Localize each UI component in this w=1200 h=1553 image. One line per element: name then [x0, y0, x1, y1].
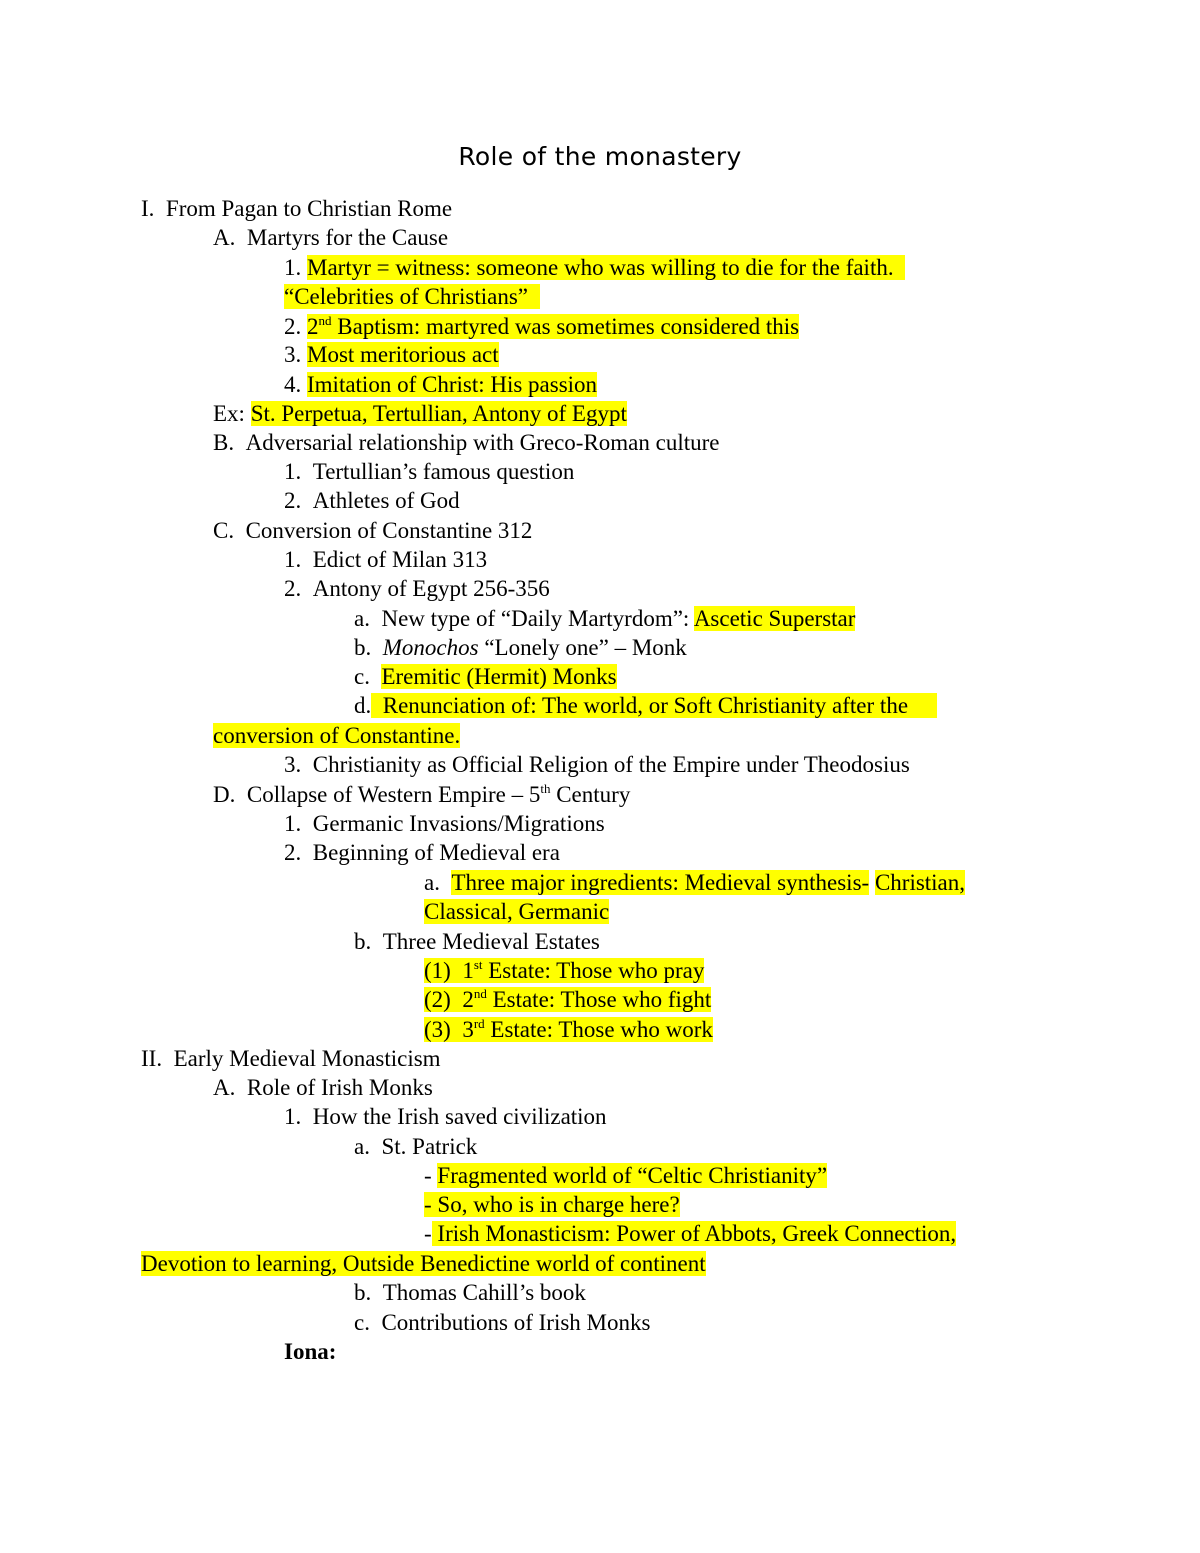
outline-text: From Pagan to Christian Rome [165, 196, 453, 221]
outline-IIA1b [354, 1278, 586, 1307]
outline-num: D. [213, 782, 236, 807]
outline-ID2b [354, 927, 600, 956]
outline-dash-3-cont [141, 1249, 706, 1278]
outline-IA3 [284, 340, 499, 369]
outline-num: b. [354, 635, 372, 660]
outline-IB1 [284, 457, 574, 486]
outline-num: II. [141, 1046, 163, 1071]
outline-num: d. [354, 693, 372, 718]
outline-IIA1a [354, 1132, 477, 1161]
outline-IA [213, 223, 448, 252]
outline-example [213, 399, 627, 428]
ordinal-number: 1 [462, 958, 474, 983]
highlighted-text: Estate: Those who pray [482, 958, 705, 983]
outline-ID [213, 780, 630, 809]
outline-IC3 [284, 750, 910, 779]
outline-IA4 [284, 370, 597, 399]
outline-ID2 [284, 838, 560, 867]
italic-term: Monochos [382, 635, 479, 660]
example-label: Ex: [213, 401, 245, 426]
ordinal-number: 2 [462, 987, 474, 1012]
ordinal-number: 3 [462, 1017, 474, 1042]
outline-IIA1c [354, 1308, 650, 1337]
outline-num: 1. [284, 1104, 302, 1129]
outline-II [141, 1044, 441, 1073]
highlighted-text: Renunciation of: The world, or Soft Christianity after the [382, 693, 909, 718]
outline-IA2 [284, 312, 799, 341]
outline-IC2a [354, 604, 855, 633]
outline-estate-3 [424, 1015, 713, 1044]
outline-num: 2. [284, 576, 302, 601]
highlighted-text: Baptism: martyred was sometimes considered this [331, 314, 800, 339]
highlighted-text: Three major ingredients: Medieval synthesis- [451, 870, 870, 895]
outline-ID1 [284, 809, 605, 838]
outline-num: b. [354, 1280, 372, 1305]
outline-text: Athletes of God [312, 488, 460, 513]
outline-num: 2. [284, 840, 302, 865]
ordinal-suffix: rd [473, 1016, 485, 1031]
outline-num: b. [354, 929, 372, 954]
highlighted-text: So, who is in charge here? [437, 1192, 680, 1217]
outline-IA1 [284, 253, 905, 282]
outline-text: St. Patrick [381, 1134, 478, 1159]
outline-text: Contributions of Irish Monks [381, 1310, 651, 1335]
outline-num: 4. [284, 372, 302, 397]
outline-ID2a [424, 868, 965, 897]
outline-text: Thomas Cahill’s book [382, 1280, 586, 1305]
highlighted-text: Imitation of Christ: His passion [307, 372, 598, 397]
highlighted-text: Devotion to learning, Outside Benedictine world of continent [141, 1251, 706, 1276]
highlighted-text: Classical, Germanic [424, 899, 610, 924]
outline-IIA [213, 1073, 433, 1102]
outline-num: 1. [284, 255, 302, 280]
outline-num: A. [213, 1075, 236, 1100]
outline-num: c. [354, 1310, 370, 1335]
highlighted-text: Eremitic (Hermit) Monks [381, 664, 617, 689]
highlighted-text: Martyr = witness: someone who was willing to die for the faith. [307, 255, 894, 280]
outline-text: How the Irish saved civilization [312, 1104, 607, 1129]
highlighted-text: “Celebrities of Christians” [284, 284, 528, 309]
outline-text: Christianity as Official Religion of the Empire under Theodosius [312, 752, 910, 777]
outline-num: (2) [424, 987, 451, 1012]
outline-text: Century [550, 782, 631, 807]
outline-num: 3. [284, 342, 302, 367]
outline-num: a. [354, 606, 370, 631]
outline-IC2 [284, 574, 550, 603]
outline-num: 1. [284, 547, 302, 572]
outline-num: C. [213, 518, 235, 543]
outline-IA1-cont [284, 282, 540, 311]
outline-num: c. [354, 664, 370, 689]
ordinal-number: 2 [307, 314, 319, 339]
outline-text: New type of “Daily Martyrdom”: [381, 606, 694, 631]
outline-text: Beginning of Medieval era [312, 840, 560, 865]
dash-bullet: - [424, 1192, 432, 1217]
outline-estate-2 [424, 985, 711, 1014]
iona-heading: Iona: [284, 1339, 337, 1364]
outline-IC1 [284, 545, 487, 574]
outline-ID2a-cont [424, 897, 609, 926]
outline-num: 2. [284, 314, 302, 339]
outline-num: I. [141, 196, 155, 221]
ordinal-suffix: th [540, 781, 551, 796]
highlighted-text: Irish Monasticism: Power of Abbots, Greek Connection, [431, 1221, 957, 1246]
outline-num: A. [213, 225, 236, 250]
outline-I [141, 194, 452, 223]
outline-text: Adversarial relationship with Greco-Roman culture [245, 430, 720, 455]
outline-IC2b [354, 633, 687, 662]
outline-dash-1 [424, 1161, 827, 1190]
outline-IC2d [354, 691, 937, 720]
outline-num: 1. [284, 811, 302, 836]
outline-dash-3 [424, 1219, 956, 1248]
outline-text: Role of Irish Monks [246, 1075, 433, 1100]
outline-IC2c [354, 662, 617, 691]
ordinal-suffix: nd [473, 986, 487, 1001]
highlighted-text: Most meritorious act [307, 342, 499, 367]
ordinal-suffix: st [473, 957, 483, 972]
highlighted-text: Fragmented world of “Celtic Christianity” [437, 1163, 828, 1188]
outline-text: Three Medieval Estates [382, 929, 600, 954]
outline-IC [213, 516, 532, 545]
highlighted-text: Estate: Those who work [484, 1017, 713, 1042]
outline-text: Collapse of Western Empire – 5 [246, 782, 541, 807]
outline-IIA1 [284, 1102, 607, 1131]
outline-num: (1) [424, 958, 451, 983]
outline-text: Edict of Milan 313 [312, 547, 488, 572]
outline-num: a. [354, 1134, 370, 1159]
outline-IB2 [284, 486, 460, 515]
outline-num: (3) [424, 1017, 451, 1042]
dash-bullet: - [424, 1221, 432, 1246]
outline-text: Early Medieval Monasticism [173, 1046, 441, 1071]
ordinal-suffix: nd [318, 313, 332, 328]
outline-text: Antony of Egypt 256-356 [312, 576, 550, 601]
outline-text: Germanic Invasions/Migrations [312, 811, 605, 836]
outline-text: Conversion of Constantine 312 [245, 518, 533, 543]
outline-dash-2 [424, 1190, 680, 1219]
outline-num: 3. [284, 752, 302, 777]
highlighted-text: St. Perpetua, Tertullian, Antony of Egypt [250, 401, 627, 426]
outline-estate-1 [424, 956, 704, 985]
outline-num: B. [213, 430, 235, 455]
outline-num: a. [424, 870, 440, 895]
highlighted-text: Ascetic Superstar [693, 606, 856, 631]
highlighted-text: Christian, [874, 870, 966, 895]
outline-text: Tertullian’s famous question [312, 459, 575, 484]
highlighted-text: Estate: Those who fight [486, 987, 712, 1012]
page-title: Role of the monastery [458, 142, 742, 171]
highlighted-text: conversion of Constantine. [213, 723, 461, 748]
outline-IC2d-cont [213, 721, 460, 750]
outline-IB [213, 428, 720, 457]
outline-num: 1. [284, 459, 302, 484]
outline-text: Martyrs for the Cause [246, 225, 449, 250]
outline-text: “Lonely one” – Monk [478, 635, 687, 660]
outline-num: 2. [284, 488, 302, 513]
dash-bullet: - [424, 1163, 432, 1188]
